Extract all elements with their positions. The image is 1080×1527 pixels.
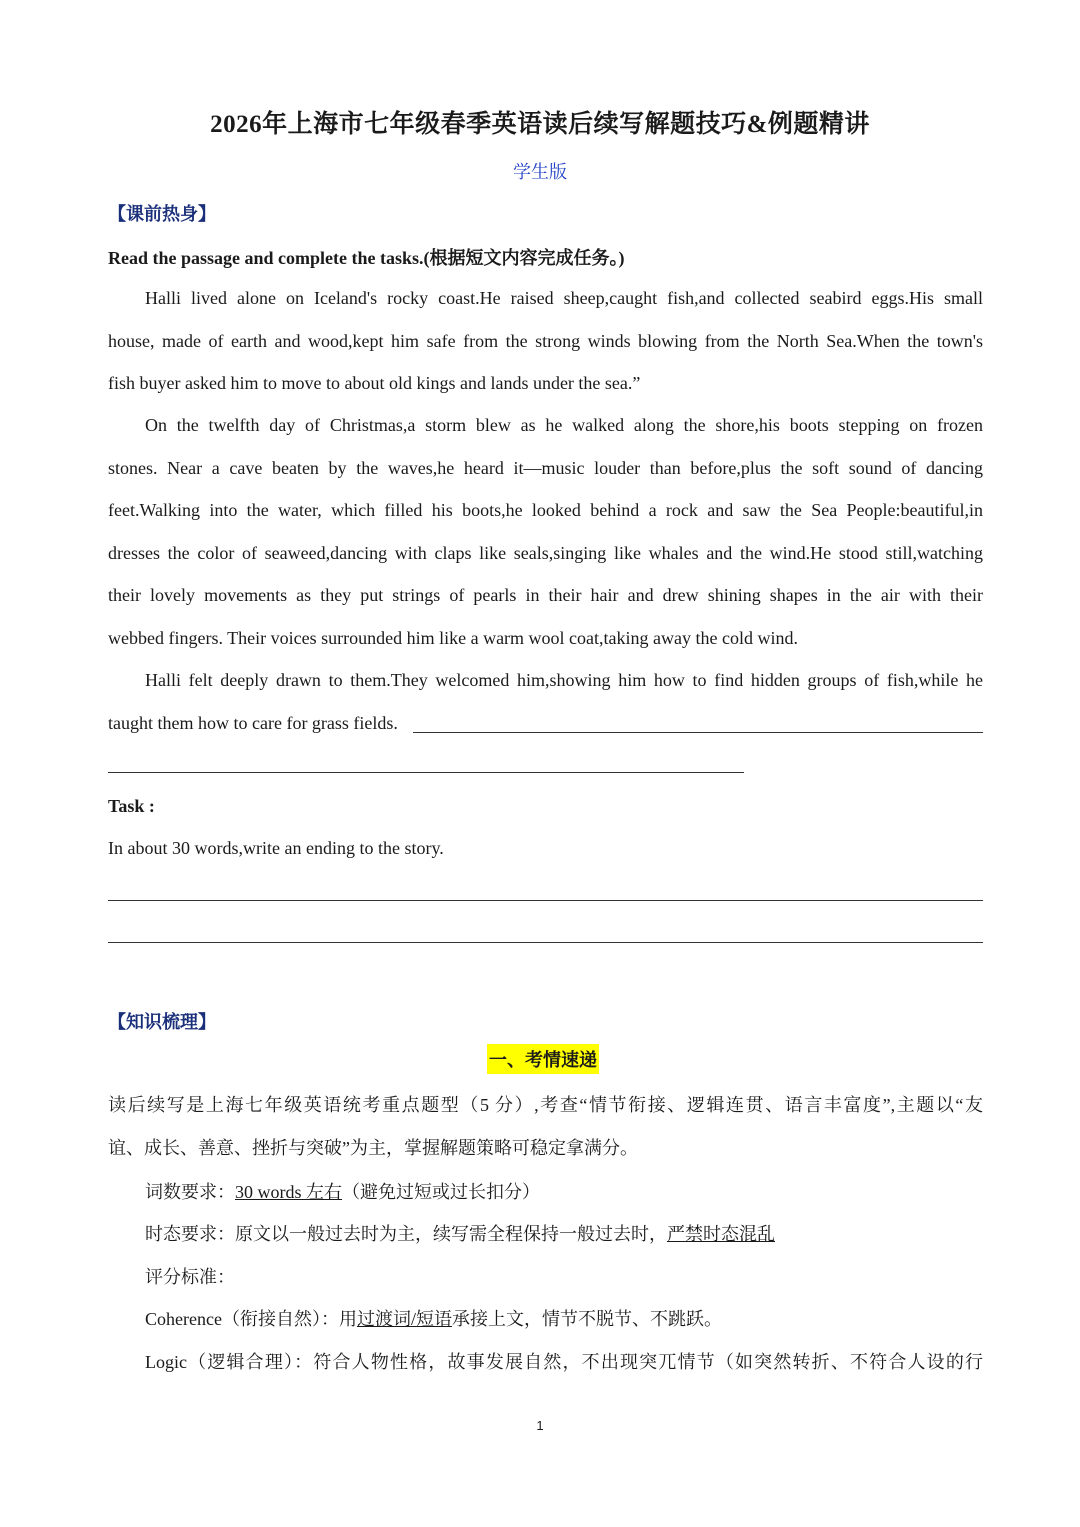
- intro-line2: 谊、成长、善意、挫折与突破”为主，掌握解题策略可稳定拿满分。: [108, 1137, 638, 1158]
- exam-intro-paragraph: [108, 1084, 983, 1169]
- word-req-note: （避免过短或过长扣分）: [342, 1182, 540, 1202]
- logic-criterion: Logic（逻辑合理）：符合人物性格，故事发展自然，不出现突兀情节（如突然转折、不符合人设的行: [145, 1352, 983, 1372]
- word-req-label: 词数要求：: [145, 1182, 235, 1202]
- p1-line1: Halli lived alone on Iceland's rocky coast.He raised sheep,caught fish,and collected seabird eggs.His small: [145, 288, 983, 308]
- continuation-blank-line-2[interactable]: [108, 772, 744, 773]
- p1-line3: fish buyer asked him to move to about old kings and lands under the sea.”: [108, 373, 641, 393]
- p2-line2: stones. Near a cave beaten by the waves,he heard it—music louder than before,plus the soft sound of dancing: [108, 457, 983, 478]
- p2-line4: dresses the color of seaweed,dancing with claps like seals,singing like whales and the wind.He stood still,watching: [108, 542, 983, 563]
- tense-req-emphasis: 严禁时态混乱: [667, 1224, 775, 1244]
- intro-line1: 读后续写是上海七年级英语统考重点题型（5 分）,考查“情节衔接、逻辑连贯、语言丰富度”,主题以“友: [108, 1095, 983, 1115]
- task-label: Task :: [108, 796, 155, 816]
- p3-line2: taught them how to care for grass fields.: [108, 712, 398, 733]
- page-number: 1: [536, 1418, 544, 1433]
- task-instruction: Read the passage and complete the tasks.(根据短文内容完成任务。): [108, 248, 625, 268]
- continuation-blank-line-1[interactable]: [413, 732, 983, 733]
- p2-line3: feet.Walking into the water, which filled his boots,he looked behind a rock and saw the Sea People:beautiful,in: [108, 500, 983, 520]
- word-requirement: [145, 1178, 540, 1204]
- p1-line2: house, made of earth and wood,kept him safe from the strong winds blowing from the North Sea.When the town's: [108, 330, 983, 351]
- answer-line-2[interactable]: [108, 942, 983, 943]
- passage-paragraph-1: [108, 277, 983, 405]
- p2-line1: On the twelfth day of Christmas,a storm blew as he walked along the shore,his boots stepping on frozen: [145, 415, 983, 435]
- exam-overview-heading: 一、考情速递: [487, 1044, 599, 1074]
- p3-line1: Halli felt deeply drawn to them.They welcomed him,showing him how to find hidden groups of fish,while he: [145, 670, 983, 690]
- scoring-label: 评分标准：: [145, 1267, 235, 1287]
- task-text: In about 30 words,write an ending to the story.: [108, 838, 444, 858]
- p2-line5: their lovely movements as they put strings of pearls in their hair and drew shining shapes in the air with their: [108, 585, 983, 605]
- coherence-emphasis: 过渡词/短语: [356, 1309, 452, 1329]
- coherence-prefix: Coherence（衔接自然）：用: [145, 1309, 357, 1329]
- p2-line6: webbed fingers. Their voices surrounded him like a warm wool coat,taking away the cold wind.: [108, 627, 798, 648]
- tense-req-label: 时态要求：原文以一般过去时为主，续写需全程保持一般过去时，: [145, 1224, 667, 1244]
- word-req-value: 30 words 左右: [235, 1182, 342, 1202]
- answer-line-1[interactable]: [108, 900, 983, 901]
- passage-paragraph-2: [108, 404, 983, 659]
- coherence-criterion: [145, 1305, 722, 1331]
- warmup-heading: 【课前热身】: [108, 204, 216, 224]
- page-title: 2026年上海市七年级春季英语读后续写解题技巧&例题精讲: [210, 111, 870, 138]
- coherence-suffix: 承接上文，情节不脱节、不跳跃。: [451, 1309, 722, 1329]
- page-subtitle: 学生版: [513, 162, 567, 182]
- tense-requirement: [145, 1220, 775, 1246]
- knowledge-heading: 【知识梳理】: [108, 1012, 216, 1032]
